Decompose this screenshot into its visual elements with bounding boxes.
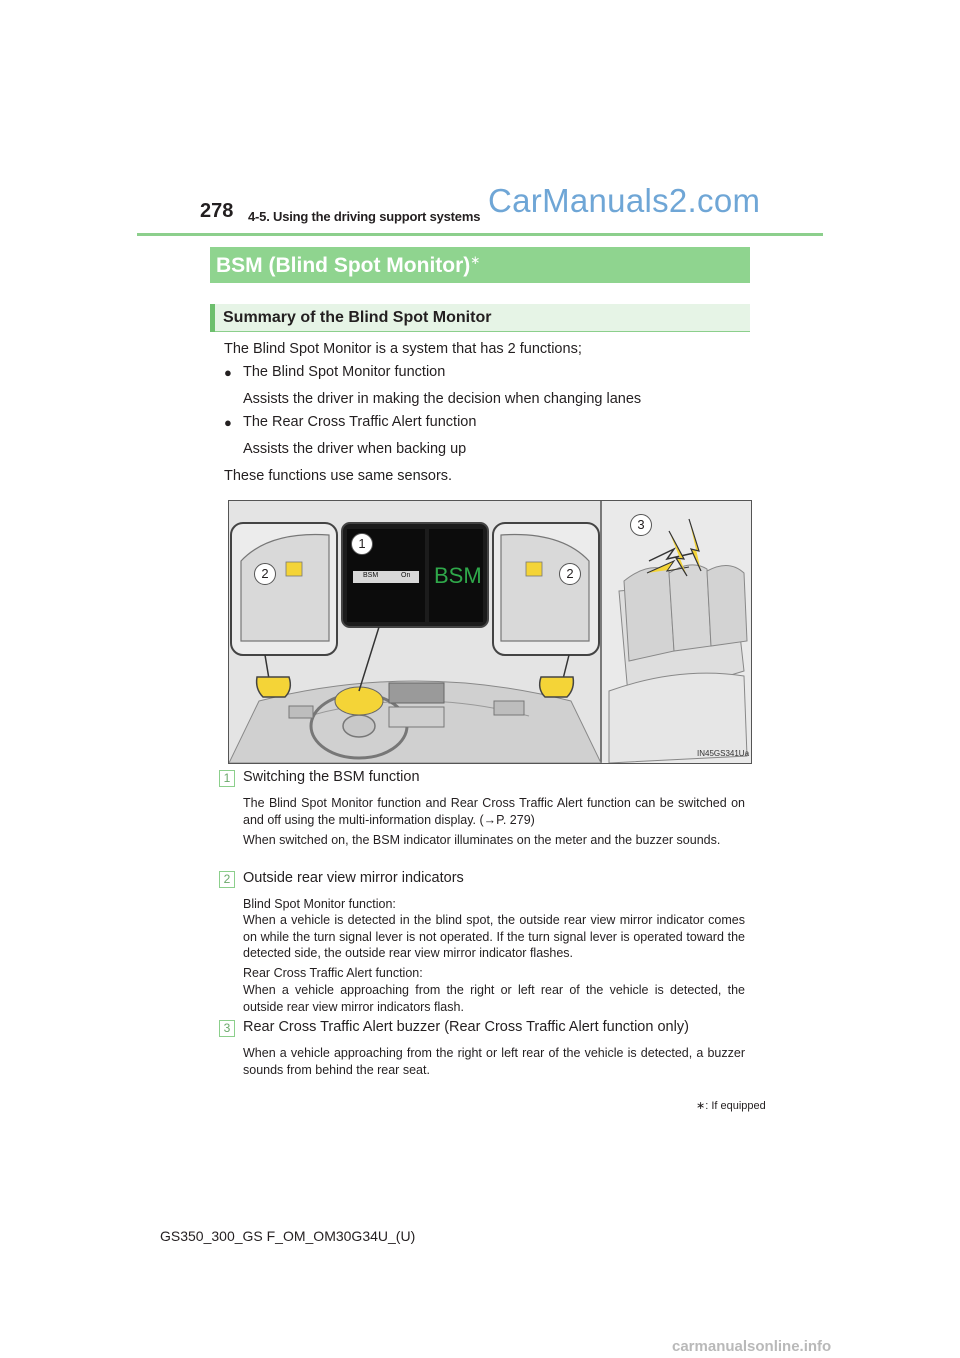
bsm-display-indicator: BSM xyxy=(434,563,482,588)
item-1-title: Switching the BSM function xyxy=(243,769,420,785)
footnote xyxy=(696,1099,766,1112)
section-header: 4-5. Using the driving support systems xyxy=(248,209,481,224)
intro-text: The Blind Spot Monitor is a system that has 2 functions; xyxy=(224,341,582,357)
item-3-title: Rear Cross Traffic Alert buzzer (Rear Cross Traffic Alert function only) xyxy=(243,1019,689,1035)
item-3-number: 3 xyxy=(219,1020,235,1037)
callout-2-left: 2 xyxy=(254,563,276,585)
function-1-desc: Assists the driver in making the decision when changing lanes xyxy=(243,391,642,407)
bsm-illustration-svg xyxy=(229,501,751,763)
item-2-title: Outside rear view mirror indicators xyxy=(243,870,464,886)
page-title-text: BSM (Blind Spot Monitor) xyxy=(216,254,471,277)
bsm-illustration xyxy=(228,500,752,764)
item-2-number: 2 xyxy=(219,871,235,888)
item-2-para-1: Blind Spot Monitor function: xyxy=(243,897,396,911)
watermark-top[interactable]: CarManuals2.com xyxy=(488,182,761,219)
item-2-para-2: When a vehicle is detected in the blind spot, the outside rear view mirror indicator comes on while the turn signal lever is not operated. If the turn signal lever is operated toward the detected side, the outside rear view mirror indicator flashes. xyxy=(243,913,745,960)
item-1-para-2: When switched on, the BSM indicator illuminates on the meter and the buzzer sounds. xyxy=(243,833,721,847)
bsm-menu-label: BSM xyxy=(363,572,379,579)
footnote-mark: ∗ xyxy=(696,1100,706,1112)
header-rule xyxy=(137,233,823,236)
bullet-icon: ● xyxy=(224,415,232,430)
callout-3: 3 xyxy=(630,514,652,536)
item-2-para-3: Rear Cross Traffic Alert function: xyxy=(243,966,423,980)
item-1-para-1: The Blind Spot Monitor function and Rear Cross Traffic Alert function can be switched on and off using the multi-information display. (→P. 279) xyxy=(243,796,745,827)
item-3-para-1: When a vehicle approaching from the right or left rear of the vehicle is detected, a buzzer sounds from behind the rear seat. xyxy=(243,1046,745,1077)
callout-1: 1 xyxy=(351,533,373,555)
callout-2-right: 2 xyxy=(559,563,581,585)
item-1-number: 1 xyxy=(219,770,235,787)
bsm-menu-value: On xyxy=(401,572,411,579)
page-title xyxy=(216,253,480,278)
illustration-code: IN45GS341Ua xyxy=(697,749,750,758)
function-1-label: The Blind Spot Monitor function xyxy=(243,364,446,380)
function-2-label: The Rear Cross Traffic Alert function xyxy=(243,414,477,430)
subheading: Summary of the Blind Spot Monitor xyxy=(223,309,492,326)
subheading-accent xyxy=(210,304,215,332)
function-2-desc: Assists the driver when backing up xyxy=(243,441,467,457)
outro-text: These functions use same sensors. xyxy=(224,468,453,484)
document-code: GS350_300_GS F_OM_OM30G34U_(U) xyxy=(160,1228,416,1244)
bullet-icon: ● xyxy=(224,365,232,380)
watermark-bottom[interactable]: carmanualsonline.info xyxy=(672,1338,832,1355)
footnote-text: : If equipped xyxy=(705,1100,766,1112)
item-2-para-4: When a vehicle approaching from the right or left rear of the vehicle is detected, the outside rear view mirror indicators flash. xyxy=(243,983,745,1014)
if-equipped-mark: ∗ xyxy=(470,253,481,267)
page-number: 278 xyxy=(200,200,234,222)
